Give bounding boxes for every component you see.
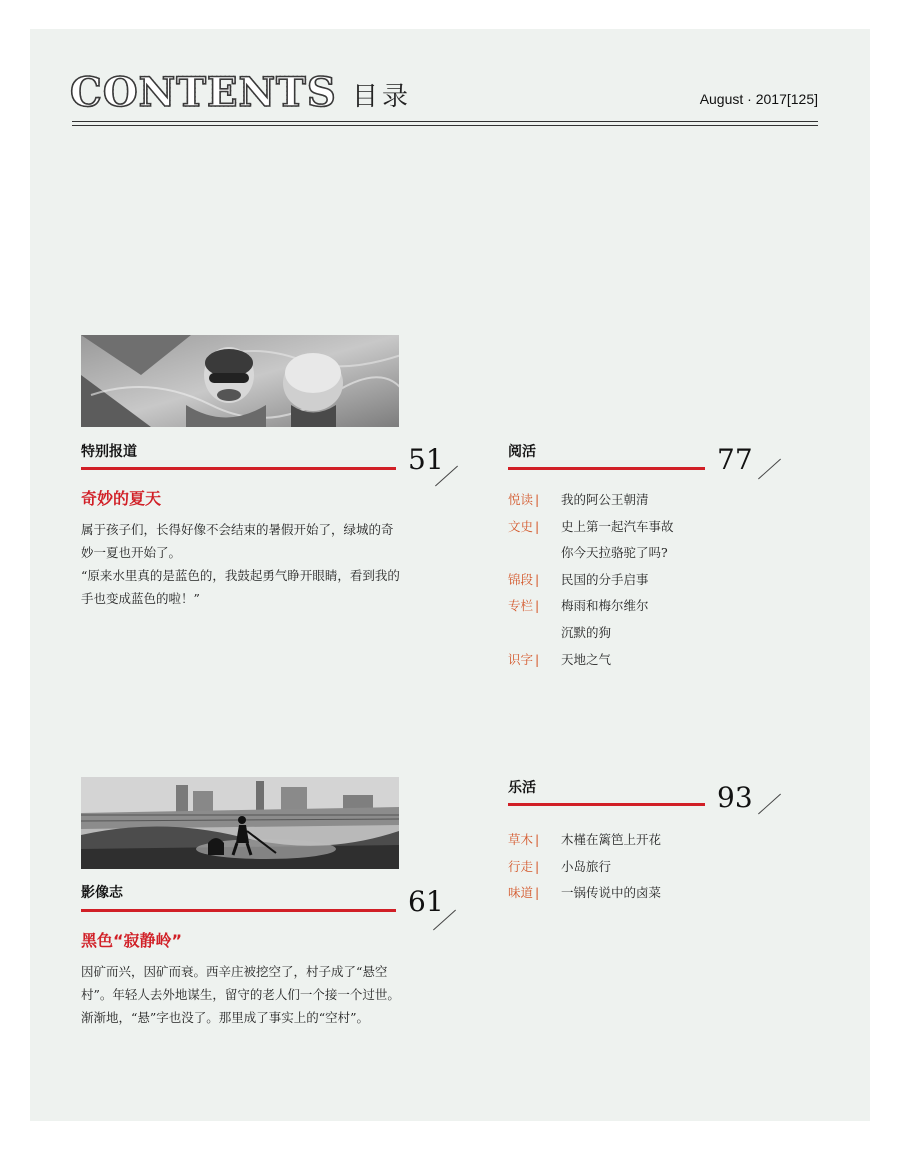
section-label-lehuo: 乐活 xyxy=(508,780,536,796)
header-rule-top xyxy=(72,121,818,122)
yuehuo-slash-decoration xyxy=(758,459,781,480)
photo-essay-paragraph: 因矿而兴，因矿而衰。西辛庄被挖空了，村子成了“悬空村”。年轻人去外地谋生，留守的老人们一个接一个过世。渐渐地，“悬”字也没了。那里成了事实上的“空村”。 xyxy=(81,964,400,1025)
feature-paragraph-2: “原来水里真的是蓝色的，我鼓起勇气睁开眼睛，看到我的手也变成蓝色的啦！” xyxy=(81,568,400,606)
magazine-page xyxy=(30,29,870,1121)
toc-category: 悦读 | xyxy=(508,492,540,507)
yuehuo-red-rule xyxy=(508,467,705,470)
section-label-photo-essay: 影像志 xyxy=(81,885,123,901)
toc-category: 草木 | xyxy=(508,832,540,847)
lehuo-slash-decoration xyxy=(758,794,781,815)
section-label-yuehuo: 阅活 xyxy=(508,444,536,460)
toc-category: 文史 | xyxy=(508,518,540,534)
yuehuo-page-number: 77 xyxy=(717,443,753,476)
feature-red-rule xyxy=(81,467,396,470)
feature-story-title: 奇妙的夏天 xyxy=(81,489,162,508)
industrial-landscape-photo xyxy=(81,777,399,869)
toc-category: 锦段 | xyxy=(508,571,540,587)
contents-title-chinese: 目录 xyxy=(352,82,413,112)
toc-title: 史上第一起汽车事故 xyxy=(561,518,674,534)
photo-essay-story-title: 黑色“寂静岭” xyxy=(81,931,183,950)
feature-story-summary xyxy=(81,518,401,610)
photo-essay-page-number: 61 xyxy=(408,885,444,918)
feature-paragraph-1: 属于孩子们，长得好像不会结束的暑假开始了，绿城的奇妙一夏也开始了。 xyxy=(81,522,394,560)
lehuo-red-rule xyxy=(508,803,705,806)
toc-category: 专栏 | xyxy=(508,598,540,614)
toc-category: 味道 | xyxy=(508,885,540,901)
toc-title: 你今天拉骆驼了吗? xyxy=(561,545,668,561)
toc-title: 木槿在篱笆上开花 xyxy=(561,832,662,847)
lehuo-page-number: 93 xyxy=(717,781,753,814)
toc-title: 天地之气 xyxy=(561,651,612,667)
toc-title: 民国的分手启事 xyxy=(561,571,649,587)
toc-title: 小岛旅行 xyxy=(561,858,612,874)
photo-essay-red-rule xyxy=(81,909,396,912)
toc-title: 沉默的狗 xyxy=(561,624,612,640)
toc-title: 一锅传说中的卤菜 xyxy=(561,885,662,901)
feature-page-number: 51 xyxy=(408,443,444,476)
section-label-feature: 特别报道 xyxy=(81,444,137,460)
toc-title: 我的阿公王朝清 xyxy=(561,492,649,507)
swimming-children-photo xyxy=(81,335,399,427)
toc-title: 梅雨和梅尔维尔 xyxy=(561,598,649,614)
issue-info: August · 2017[125] xyxy=(699,91,818,107)
toc-category: 行走 | xyxy=(508,858,540,874)
contents-title: CONTENTS xyxy=(70,69,337,116)
header-rule-bottom xyxy=(72,125,818,126)
toc-category: 识字 | xyxy=(508,651,540,667)
